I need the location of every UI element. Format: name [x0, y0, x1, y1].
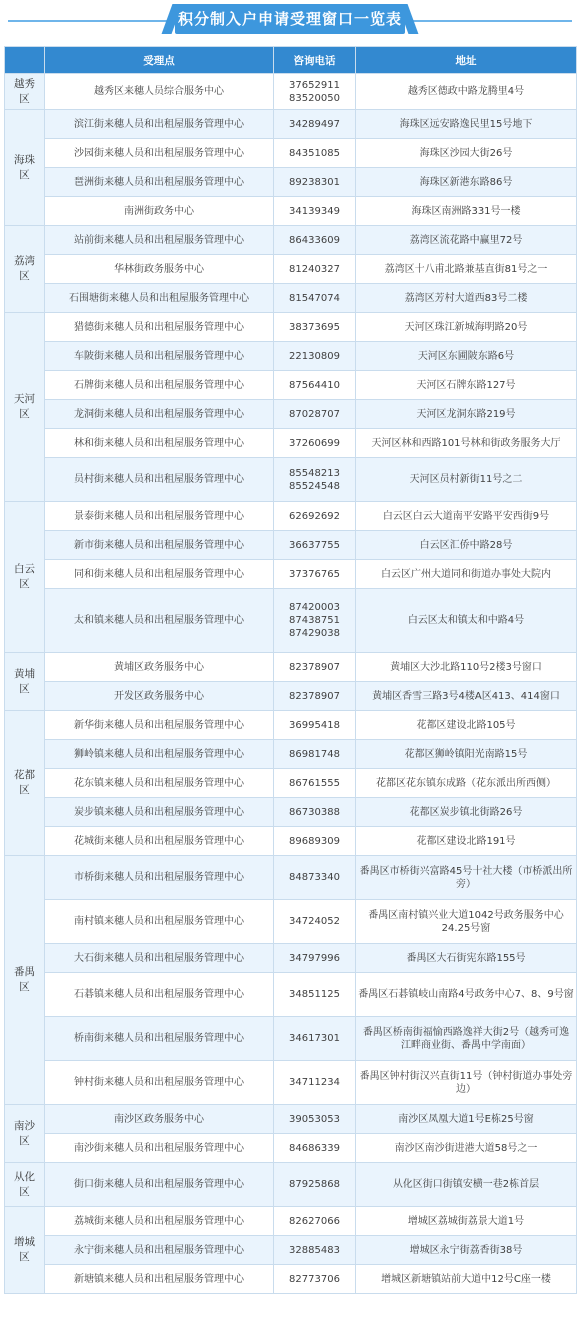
table-row	[5, 371, 577, 400]
phone-cell	[274, 313, 356, 342]
table-row	[5, 110, 577, 139]
table-row	[5, 856, 577, 900]
address-cell: 天河区石牌东路127号	[356, 371, 577, 400]
table-row	[5, 168, 577, 197]
office-cell: 狮岭镇来穗人员和出租屋服务管理中心	[45, 740, 274, 769]
phone-number: 34851125	[289, 989, 340, 1000]
phone-number: 89689309	[289, 835, 340, 847]
table-row	[5, 342, 577, 371]
office-cell: 黄埔区政务服务中心	[45, 653, 274, 682]
phone-cell	[274, 1163, 356, 1207]
table-row	[5, 944, 577, 973]
phone-number: 37376765	[289, 568, 340, 580]
phone-number: 84873340	[289, 872, 340, 883]
table-row	[5, 502, 577, 531]
phone-number: 34711234	[289, 1077, 340, 1088]
office-cell: 石围塘街来穗人员和出租屋服务管理中心	[45, 284, 274, 313]
phone-cell	[274, 1265, 356, 1294]
phone-number: 82627066	[289, 1215, 340, 1227]
table-row	[5, 711, 577, 740]
district-cell	[5, 653, 45, 711]
phone-cell	[274, 900, 356, 944]
table-header-row	[5, 47, 577, 74]
table-row	[5, 255, 577, 284]
phone-number: 89238301	[289, 176, 340, 188]
phone-number: 37652911	[289, 79, 340, 91]
address-cell: 黄埔区香雪三路3号4楼A区413、414窗口	[356, 682, 577, 711]
address-cell: 花都区狮岭镇阳光南路15号	[356, 740, 577, 769]
office-cell: 新塘镇来穗人员和出租屋服务管理中心	[45, 1265, 274, 1294]
phone-cell	[274, 798, 356, 827]
table-row	[5, 589, 577, 653]
address-cell: 白云区广州大道同和街道办事处大院内	[356, 560, 577, 589]
district-name: 白云区	[14, 563, 35, 590]
phone-cell	[274, 429, 356, 458]
office-cell: 开发区政务服务中心	[45, 682, 274, 711]
phone-number: 86433609	[289, 234, 340, 246]
district-name: 天河区	[14, 393, 35, 420]
phone-number: 34289497	[289, 118, 340, 130]
table-row	[5, 1061, 577, 1105]
table-row	[5, 560, 577, 589]
phone-number: 87925868	[289, 1179, 340, 1190]
office-cell: 钟村街来穗人员和出租屋服务管理中心	[45, 1061, 274, 1105]
table-row	[5, 226, 577, 255]
address-cell: 天河区林和西路101号林和街政务服务大厅	[356, 429, 577, 458]
phone-cell	[274, 711, 356, 740]
phone-cell	[274, 589, 356, 653]
table-row	[5, 400, 577, 429]
phone-number: 87429038	[289, 628, 340, 639]
table-row	[5, 313, 577, 342]
table-row	[5, 284, 577, 313]
table-row	[5, 74, 577, 110]
phone-cell	[274, 284, 356, 313]
office-cell: 站前街来穗人员和出租屋服务管理中心	[45, 226, 274, 255]
district-name: 海珠区	[14, 153, 35, 181]
header-district	[5, 47, 45, 74]
table-row	[5, 769, 577, 798]
address-cell: 花都区花东镇东成路（花东派出所西侧）	[356, 769, 577, 798]
office-cell: 滨江街来穗人员和出租屋服务管理中心	[45, 110, 274, 139]
office-cell: 南洲街政务中心	[45, 197, 274, 226]
phone-cell	[274, 400, 356, 429]
phone-number: 87028707	[289, 408, 340, 420]
office-cell: 市桥街来穗人员和出租屋服务管理中心	[45, 856, 274, 900]
office-cell: 同和街来穗人员和出租屋服务管理中心	[45, 560, 274, 589]
district-name: 南沙区	[14, 1119, 35, 1147]
address-cell: 从化区街口街镇安横一巷2栋首层	[356, 1163, 577, 1207]
table-row	[5, 973, 577, 1017]
address-cell: 番禺区石碁镇岐山南路4号政务中心7、8、9号窗	[356, 973, 577, 1017]
table-row	[5, 139, 577, 168]
phone-number: 36637755	[289, 539, 340, 551]
table-row	[5, 1236, 577, 1265]
office-cell: 猎德街来穗人员和出租屋服务管理中心	[45, 313, 274, 342]
office-cell: 沙园街来穗人员和出租屋服务管理中心	[45, 139, 274, 168]
table-row	[5, 740, 577, 769]
district-cell	[5, 1105, 45, 1163]
phone-number: 34724052	[289, 916, 340, 927]
address-cell: 海珠区南洲路331号一楼	[356, 197, 577, 226]
address-cell: 番禺区南村镇兴业大道1042号政务服务中心24.25号窗	[356, 900, 577, 944]
district-name: 花都区	[14, 769, 35, 796]
address-cell: 番禺区市桥街兴富路45号十社大楼（市桥派出所旁）	[356, 856, 577, 900]
table-row	[5, 1105, 577, 1134]
table-row	[5, 1017, 577, 1061]
phone-cell	[274, 1207, 356, 1236]
phone-cell	[274, 769, 356, 798]
district-name: 增城区	[14, 1236, 35, 1263]
header-address: 地址	[356, 47, 577, 74]
district-name: 从化区	[14, 1170, 35, 1198]
phone-number: 86761555	[289, 777, 340, 789]
address-cell: 海珠区远安路逸民里15号地下	[356, 110, 577, 139]
phone-cell	[274, 944, 356, 973]
address-cell: 白云区汇侨中路28号	[356, 531, 577, 560]
table-row	[5, 682, 577, 711]
address-cell: 荔湾区十八甫北路兼基直街81号之一	[356, 255, 577, 284]
district-name: 荔湾区	[14, 255, 35, 282]
table-row	[5, 653, 577, 682]
phone-number: 36995418	[289, 719, 340, 731]
page-title: 积分制入户申请受理窗口一览表	[175, 4, 405, 34]
address-cell: 番禺区钟村街汉兴直街11号（钟村街道办事处旁边）	[356, 1061, 577, 1105]
address-cell: 花都区建设北路191号	[356, 827, 577, 856]
phone-number: 87564410	[289, 379, 340, 391]
table-row	[5, 900, 577, 944]
phone-number: 38373695	[289, 321, 340, 333]
office-cell: 荔城街来穗人员和出租屋服务管理中心	[45, 1207, 274, 1236]
district-cell	[5, 1163, 45, 1207]
office-cell: 员村街来穗人员和出租屋服务管理中心	[45, 458, 274, 502]
office-cell: 街口街来穗人员和出租屋服务管理中心	[45, 1163, 274, 1207]
office-cell: 花城街来穗人员和出租屋服务管理中心	[45, 827, 274, 856]
address-cell: 番禺区桥南街福愉西路逸祥大街2号（越秀可逸江畔商业街、番禺中学南面）	[356, 1017, 577, 1061]
phone-cell	[274, 139, 356, 168]
phone-cell	[274, 560, 356, 589]
office-cell: 桥南街来穗人员和出租屋服务管理中心	[45, 1017, 274, 1061]
phone-number: 86981748	[289, 748, 340, 760]
phone-cell	[274, 1134, 356, 1163]
address-cell: 黄埔区大沙北路110号2楼3号窗口	[356, 653, 577, 682]
district-cell	[5, 74, 45, 110]
address-cell: 天河区珠江新城海明路20号	[356, 313, 577, 342]
office-cell: 景泰街来穗人员和出租屋服务管理中心	[45, 502, 274, 531]
table-row	[5, 1207, 577, 1236]
phone-number: 39053053	[289, 1113, 340, 1125]
address-cell: 天河区龙洞东路219号	[356, 400, 577, 429]
address-cell: 南沙区南沙街进港大道58号之一	[356, 1134, 577, 1163]
phone-number: 83520050	[289, 92, 340, 104]
phone-cell	[274, 255, 356, 284]
address-cell: 番禺区大石街宪东路155号	[356, 944, 577, 973]
phone-number: 82773706	[289, 1273, 340, 1285]
phone-number: 87420003	[289, 602, 340, 613]
table-row	[5, 798, 577, 827]
office-cell: 大石街来穗人员和出租屋服务管理中心	[45, 944, 274, 973]
address-cell: 增城区永宁街荔香街38号	[356, 1236, 577, 1265]
address-cell: 增城区新塘镇站前大道中12号C座一楼	[356, 1265, 577, 1294]
office-cell: 新华街来穗人员和出租屋服务管理中心	[45, 711, 274, 740]
header-office: 受理点	[45, 47, 274, 74]
phone-number: 81240327	[289, 263, 340, 275]
district-cell	[5, 1207, 45, 1294]
address-cell: 白云区白云大道南平安路平安西街9号	[356, 502, 577, 531]
office-table	[4, 46, 577, 1294]
phone-number: 87438751	[289, 615, 340, 626]
phone-cell	[274, 371, 356, 400]
title-banner	[0, 0, 580, 42]
phone-cell	[274, 74, 356, 110]
phone-number: 34139349	[289, 205, 340, 217]
office-cell: 南沙区政务服务中心	[45, 1105, 274, 1134]
phone-cell	[274, 653, 356, 682]
address-cell: 花都区炭步镇北街路26号	[356, 798, 577, 827]
phone-cell	[274, 226, 356, 255]
phone-number: 85524548	[289, 480, 340, 492]
office-cell: 越秀区来穗人员综合服务中心	[45, 74, 274, 110]
office-cell: 龙洞街来穗人员和出租屋服务管理中心	[45, 400, 274, 429]
phone-cell	[274, 1236, 356, 1265]
phone-cell	[274, 342, 356, 371]
phone-cell	[274, 682, 356, 711]
district-cell	[5, 313, 45, 502]
table-row	[5, 197, 577, 226]
office-cell: 新市街来穗人员和出租屋服务管理中心	[45, 531, 274, 560]
office-cell: 华林街政务服务中心	[45, 255, 274, 284]
phone-cell	[274, 1105, 356, 1134]
table-row	[5, 1163, 577, 1207]
phone-cell	[274, 502, 356, 531]
phone-number: 34617301	[289, 1033, 340, 1044]
table-row	[5, 1265, 577, 1294]
table-row	[5, 531, 577, 560]
office-cell: 林和街来穗人员和出租屋服务管理中心	[45, 429, 274, 458]
district-cell	[5, 110, 45, 226]
office-cell: 炭步镇来穗人员和出租屋服务管理中心	[45, 798, 274, 827]
table-row	[5, 1134, 577, 1163]
phone-number: 81547074	[289, 292, 340, 304]
phone-cell	[274, 458, 356, 502]
table-body	[5, 74, 577, 1294]
office-cell: 琶洲街来穗人员和出租屋服务管理中心	[45, 168, 274, 197]
address-cell: 天河区员村新街11号之二	[356, 458, 577, 502]
phone-number: 22130809	[289, 350, 340, 362]
phone-cell	[274, 110, 356, 139]
office-cell: 太和镇来穗人员和出租屋服务管理中心	[45, 589, 274, 653]
phone-cell	[274, 740, 356, 769]
address-cell: 荔湾区芳村大道西83号二楼	[356, 284, 577, 313]
office-cell: 花东镇来穗人员和出租屋服务管理中心	[45, 769, 274, 798]
phone-cell	[274, 856, 356, 900]
district-name: 越秀区	[14, 77, 35, 105]
office-cell: 车陂街来穗人员和出租屋服务管理中心	[45, 342, 274, 371]
phone-cell	[274, 827, 356, 856]
phone-cell	[274, 197, 356, 226]
phone-cell	[274, 1017, 356, 1061]
phone-number: 84686339	[289, 1142, 340, 1154]
phone-cell	[274, 973, 356, 1017]
office-cell: 南沙街来穗人员和出租屋服务管理中心	[45, 1134, 274, 1163]
phone-number: 37260699	[289, 437, 340, 449]
district-cell	[5, 502, 45, 653]
office-cell: 南村镇来穗人员和出租屋服务管理中心	[45, 900, 274, 944]
phone-number: 84351085	[289, 147, 340, 159]
table-row	[5, 827, 577, 856]
district-name: 番禺区	[14, 966, 35, 993]
watermark-overlay	[338, 1312, 568, 1332]
office-cell: 永宁街来穗人员和出租屋服务管理中心	[45, 1236, 274, 1265]
phone-number: 82378907	[289, 690, 340, 702]
phone-number: 82378907	[289, 661, 340, 673]
address-cell: 白云区太和镇太和中路4号	[356, 589, 577, 653]
phone-cell	[274, 168, 356, 197]
phone-number: 85548213	[289, 467, 340, 479]
phone-number: 62692692	[289, 510, 340, 522]
phone-cell	[274, 531, 356, 560]
district-cell	[5, 226, 45, 313]
address-cell: 花都区建设北路105号	[356, 711, 577, 740]
phone-cell	[274, 1061, 356, 1105]
address-cell: 越秀区德政中路龙腾里4号	[356, 74, 577, 110]
district-cell	[5, 856, 45, 1105]
address-cell: 南沙区凤凰大道1号E栋25号窗	[356, 1105, 577, 1134]
phone-number: 34797996	[289, 952, 340, 964]
address-cell: 增城区荔城街荔景大道1号	[356, 1207, 577, 1236]
office-cell: 石牌街来穗人员和出租屋服务管理中心	[45, 371, 274, 400]
phone-number: 32885483	[289, 1244, 340, 1256]
address-cell: 天河区东圃陂东路6号	[356, 342, 577, 371]
address-cell: 海珠区新港东路86号	[356, 168, 577, 197]
address-cell: 荔湾区流花路中赢里72号	[356, 226, 577, 255]
district-cell	[5, 711, 45, 856]
table-row	[5, 429, 577, 458]
address-cell: 海珠区沙园大街26号	[356, 139, 577, 168]
header-phone: 咨询电话	[274, 47, 356, 74]
district-name: 黄埔区	[14, 667, 35, 695]
office-cell: 石碁镇来穗人员和出租屋服务管理中心	[45, 973, 274, 1017]
table-row	[5, 458, 577, 502]
phone-number: 86730388	[289, 806, 340, 818]
